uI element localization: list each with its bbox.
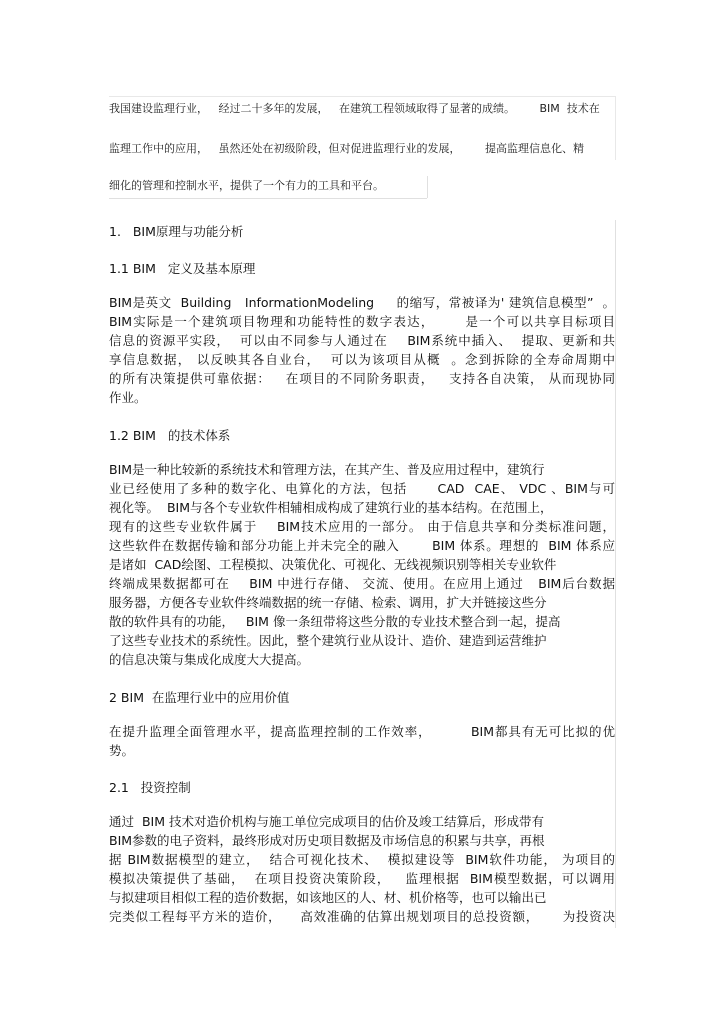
text-line: 散的软件具有的功能， BIM 像一条纽带将这些分散的专业技术整合到一起，提高 <box>109 614 561 629</box>
section-heading: 1. BIM原理与功能分析 <box>109 224 244 239</box>
text-line: 据 BIM数据模型的建立， 结合可视化技术、 模拟建设等 BIM软件功能， 为项目的 <box>109 852 615 867</box>
body-frame-divider <box>427 176 428 198</box>
text-line: 模拟决策提供了基础， 在项目投资决策阶段， 监理根据 BIM模型数据，可以调用 <box>109 871 615 886</box>
text-line: 这些软件在数据传输和部分功能上并未完全的融入 BIM 体系。理想的 BIM 体系应 <box>109 538 615 553</box>
text-line: 视化等。 BIM与各个专业软件相辅相成构成了建筑行业的基本结构。在范围上， <box>109 500 553 515</box>
subsection-heading: 1.2 BIM 的技术体系 <box>109 428 231 443</box>
text-line: 信息的资源平实段， 可以由不同参与人通过在 BIM系统中插入、 提取、更新和共 <box>109 333 615 348</box>
paragraph-application-value <box>109 722 615 760</box>
section-heading: 2 BIM 在监理行业中的应用价值 <box>109 690 290 705</box>
text-line: 作业。 <box>109 390 147 405</box>
intro-line: 监理工作中的应用， 虽然还处在初级阶段，但对促进监理行业的发展， 提高监理信息化、精 <box>109 142 584 155</box>
text-line: BIM参数的电子资料，最终形成对历史项目数据及市场信息的积累与共享，再根 <box>109 833 545 848</box>
text-line: 服务器，方便各专业软件终端数据的统一存储、检索、调用，扩大并链接这些分 <box>109 595 547 610</box>
body-frame-top <box>109 198 427 199</box>
text-line: 享信息数据， 以反映其各自业台， 可以为该项目从概 。念到拆除的全寿命周期中 <box>109 352 615 367</box>
text-line: 完类似工程每平方米的造价， 高效准确的估算出规划项目的总投资额， 为投资决 <box>109 909 615 924</box>
intro-frame-right <box>615 96 616 160</box>
text-line: 了这些专业技术的系统性。因此，整个建筑行业从设计、造价、建造到运营维护 <box>109 633 547 648</box>
text-line: 势。 <box>109 743 135 758</box>
text-line: 现有的这些专业软件属于 BIM技术应用的一部分。 由于信息共享和分类标准问题， <box>109 519 615 534</box>
subsection-heading: 1.1 BIM 定义及基本原理 <box>109 261 256 276</box>
subsection-heading: 2.1 投资控制 <box>109 780 191 795</box>
text-line: BIM实际是一个建筑项目物理和功能特性的数字表达， 是一个可以共享目标项目 <box>109 314 615 329</box>
paragraph-bim-definition <box>109 293 615 407</box>
text-line: BIM是一种比较新的系统技术和管理方法，在其产生、普及应用过程中，建筑行 <box>109 462 545 477</box>
intro-frame-top <box>109 96 615 97</box>
text-line: 通过 BIM 技术对造价机构与施工单位完成项目的估价及竣工结算后，形成带有 <box>109 814 544 829</box>
text-line: 的所有决策提供可靠依据： 在项目的不同阶务职责， 支持各自决策， 从而现协同 <box>109 371 615 386</box>
text-line: 的信息决策与集成化成度大大提高。 <box>109 652 310 667</box>
main-body <box>109 198 614 938</box>
text-line: 是诸如 CAD绘图、工程模拟、决策优化、可视化、无线视频识别等相关专业软件 <box>109 557 557 572</box>
intro-line: 细化的管理和控制水平，提供了一个有力的工具和平台。 <box>109 179 384 192</box>
text-line: BIM是英文 Building InformationModeling 的缩写，常被译为' 建筑信息模型” 。 <box>109 295 615 310</box>
text-line: 终端成果数据都可在 BIM 中进行存储、 交流、使用。在应用上通过 BIM后台数据 <box>109 576 615 591</box>
paragraph-investment-control <box>109 812 615 926</box>
text-line: 在提升监理全面管理水平，提高监理控制的工作效率， BIM都具有无可比拟的优 <box>109 724 615 739</box>
paragraph-bim-tech-system <box>109 460 615 669</box>
intro-line: 我国建设监理行业， 经过二十多年的发展， 在建筑工程领域取得了显著的成绩。 BIM 技术在 <box>109 102 600 115</box>
text-line: 业已经使用了多种的数字化、电算化的方法，包括 CAD CAE、 VDC 、BIM与可 <box>109 481 615 496</box>
text-line: 与拟建项目相似工程的造价数据，如该地区的人、材、机价格等，也可以输出已 <box>109 890 547 905</box>
body-frame-right <box>615 220 616 928</box>
